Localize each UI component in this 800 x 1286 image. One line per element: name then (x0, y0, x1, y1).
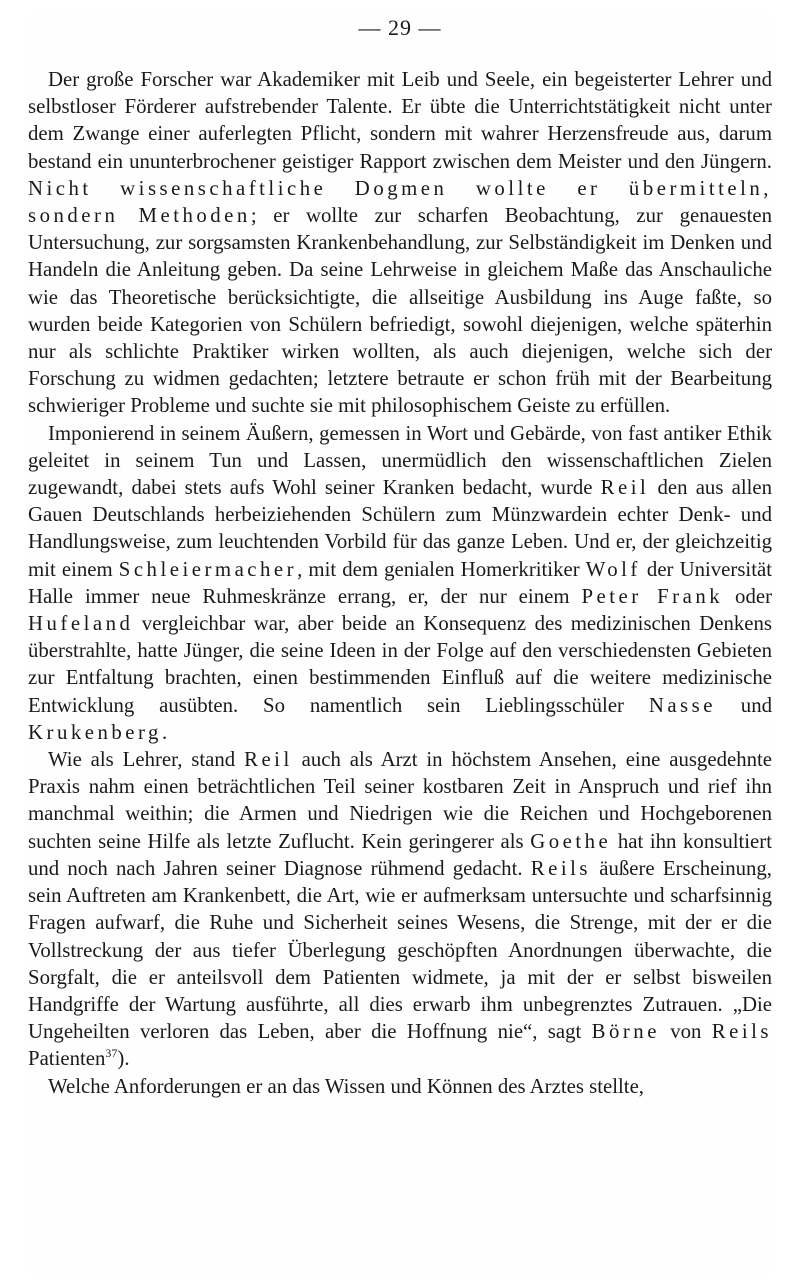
spaced-emphasis: Peter Frank (581, 584, 724, 608)
text-run: der Universität Halle immer neue Ruhmeskränze errang, er, der nur einem (28, 557, 772, 608)
text-run: . (161, 720, 168, 744)
spaced-emphasis: Hufeland (28, 612, 134, 636)
paragraph (28, 66, 772, 420)
body-text (28, 66, 772, 1100)
text-run: oder (723, 584, 773, 608)
text-run: hat ihn konsultiert und noch nach Jahren seiner Diagnose rühmend gedacht. (28, 829, 772, 880)
text-run: , mit dem genialen Homerkritiker (297, 557, 586, 581)
text-run: und (715, 693, 772, 717)
text-run: von (659, 1020, 712, 1044)
paragraph (28, 1073, 772, 1100)
text-run: vergleichbar war, aber beide an Konsequenz des medizinischen Denkens überstrahlte, hatte Jünger, die seine Ideen in der Folge auf den verschiedensten Gebieten zur Entfaltung brachten, einen bestimmenden Einfluß auf die weitere medizinische Entwicklung ausübten. So namentlich sein Lieblingsschüler (28, 612, 772, 717)
spaced-emphasis: Wolf (585, 557, 641, 581)
text-run: Imponierend in seinem Äußern, gemessen in Wort und Gebärde, von fast antiker Ethik geleitet in seinem Tun und Lassen, unermüdlich den wissenschaftlichen Zielen zugewandt, dabei stets aufs Wohl seiner Kranken bedacht, wurde (28, 421, 772, 500)
footnote-marker: 37 (105, 1046, 118, 1061)
page-number: — 29 — (358, 15, 442, 40)
spaced-emphasis: Goethe (530, 829, 612, 853)
spaced-emphasis: Reils (711, 1020, 772, 1044)
paragraph (28, 746, 772, 1072)
spaced-emphasis: Schleiermacher (118, 557, 298, 581)
text-run: äußere Erscheinung, sein Auftreten am Krankenbett, die Art, wie er aufmerksam untersuchte und scharfsinnig Fragen aufwarf, die Ruhe und Sicherheit seines Wesens, die Strenge, mit der er die Vollstreckung der aus tiefer Überlegung geschöpften Anordnungen überwachte, die Sorgfalt, die er anteilsvoll dem Patienten widmete, ja mit der er selbst bisweilen Handgriffe der Wartung ausführte, all dies erwarb ihm unbegrenztes Zutrauen. „Die Ungeheilten verloren das Leben, aber die Hoffnung nie“, sagt (28, 856, 773, 1044)
spaced-emphasis: Nasse (648, 693, 716, 717)
spaced-emphasis: Reil (600, 476, 650, 500)
spaced-emphasis: Nicht wissenschaftliche Dogmen wollte er übermitteln, sondern Methoden (28, 176, 772, 228)
text-run: Der große Forscher war Akademiker mit Leib und Seele, ein begeisterter Lehrer und selbstloser Förderer aufstrebender Talente. Er übte die Unterrichtstätigkeit nicht unter dem Zwange einer auferlegten Pflicht, sondern mit wahrer Herzensfreude aus, darum bestand ein ununterbrochener geistiger Rapport zwischen dem Meister und den Jüngern. (28, 68, 772, 173)
text-run: Wie als Lehrer, stand (48, 748, 245, 772)
spaced-emphasis: Reils (530, 856, 592, 880)
text-run: ). (117, 1047, 130, 1071)
text-run: Patienten (28, 1047, 106, 1071)
paragraph (28, 420, 772, 746)
text-run: Welche Anforderungen er an das Wissen und Können des Arztes stellte, (48, 1074, 645, 1098)
spaced-emphasis: Reil (244, 748, 293, 772)
text-run: ; er wollte zur scharfen Beobachtung, zur genauesten Untersuchung, zur sorgsamsten Krankenbehandlung, zur Selbständigkeit im Denken und Handeln die Anleitung geben. Da seine Lehrweise in gleichem Maße das Anschauliche wie das Theoretische berücksichtigte, die allseitige Ausbildung ins Auge faßte, so wurden beide Kategorien von Schülern befriedigt, sowohl diejenigen, welche späterhin nur als schlichte Praktiker wirken wollten, als auch diejenigen, welche sich der Forschung zu widmen gedachten; letztere betraute er schon früh mit der Bearbeitung schwieriger Probleme und suchte sie mit philosophischem Geiste zu erfüllen. (28, 204, 772, 418)
book-page (28, 14, 772, 1274)
text-run: den aus allen Gauen Deutschlands herbeiziehenden Schülern zum Münzwardein echter Denk- und Handlungsweise, zum leuchtenden Vorbild für das ganze Leben. Und er, der gleichzeitig mit einem (28, 476, 772, 581)
text-run: auch als Arzt in höchstem Ansehen, eine ausgedehnte Praxis nahm einen beträchtlichen Teil seiner kostbaren Zeit in Anspruch und rief ihn manchmal weithin; die Armen und Niedrigen wie die Reichen und Hochgeborenen suchten seine Hilfe als letzte Zuflucht. Kein geringerer als (28, 748, 772, 853)
spaced-emphasis: Krukenberg (28, 720, 162, 744)
spaced-emphasis: Börne (591, 1020, 660, 1044)
